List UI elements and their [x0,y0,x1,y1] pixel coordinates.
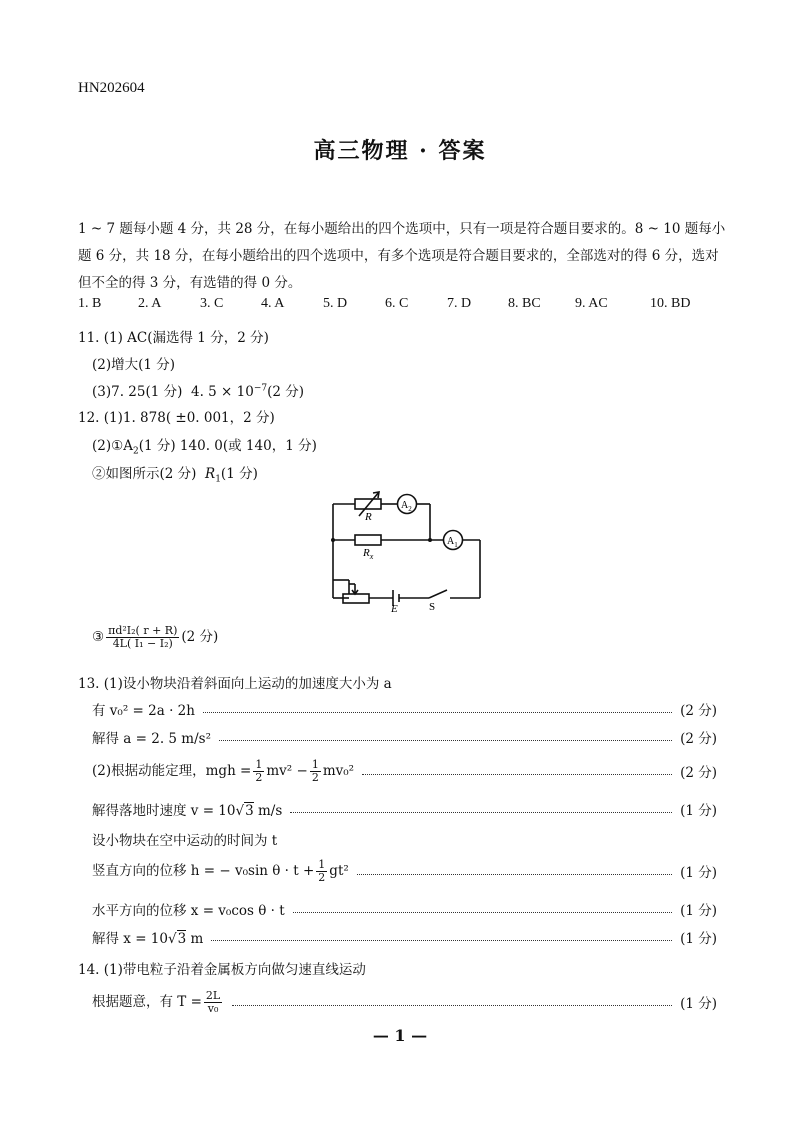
q12-part2-item2: ②如图所示(2 分) $R_1(1$ 分) [92,466,258,485]
q11-part2: (2)增大(1 分) [92,357,176,373]
q13-line7: 水平方向的位移 x = v₀cos θ · t (1 分) [92,903,717,919]
instructions-paragraph: 1 ~ 7 题每小题 4 分，共 28 分，在每小题给出的四个选项中，只有一项是符合题目要求的。8 ~ 10 题每小题 6 分，共 18 分，在每小题给出的四个选项中，有多个选项是符合题目要求的，全部选对的得 6 分，选对但不全的得 3 分，有选错的得 0 分。 [78,221,726,291]
answer-1: 1. B [78,296,102,311]
answer-8: 8. BC [508,296,541,311]
exam-code: HN202604 [78,80,145,96]
q12-part1: 12. (1)1. 878( ±0. 001，2 分) [78,410,275,426]
label-E: E [391,603,398,613]
label-A1: $A_1$ [447,536,458,549]
q14-line1: 根据题意，有 T = $\frac{2L}{\text{v₀}}$ (1 分) [92,988,717,1015]
q14-heading: 14. (1)带电粒子沿着金属板方向做匀速直线运动 [78,962,366,978]
q13-line8: 解得 x = 10√3 m (1 分) [92,931,717,947]
q12-part2: $(2)①A_2(1$ 分) 140. 0(或 140，1 分) [92,438,317,457]
answer-5: 5. D [323,296,348,311]
q11-part3: (3)7. 25(1 分) 4. $5 \times 10^{-7}(2$ 分) [92,383,305,400]
q13-line4: 解得落地时速度 v = 10√3 m/s (1 分) [92,803,717,819]
q13-line2: 解得 a = 2. 5 m/s² (2 分) [92,731,717,747]
label-A2: $A_2$ [401,500,412,513]
answer-4: 4. A [261,296,285,311]
answer-10: 10. BD [650,296,691,311]
q12-part2-item3: ③ $\frac{\text{πd²I₂( r + R)}}{\text{4L( I₁ − I₂)}}$ (2 分) [92,624,219,650]
circuit-diagram [325,488,490,613]
answer-7: 7. D [447,296,472,311]
answer-2: 2. A [138,296,162,311]
q13-line5: 设小物块在空中运动的时间为 t [92,833,278,849]
answer-3: 3. C [200,296,224,311]
q13-line1: 有 v₀² = 2a · 2h (2 分) [92,703,717,719]
page-number: — 1 — [372,1026,428,1045]
q13-line6: 竖直方向的位移 h = − v₀sin θ · t + $\frac{1}{2}$ gt² (1 分) [92,857,717,884]
answer-6: 6. C [385,296,409,311]
page-title: 高三物理 · 答案 [313,138,487,164]
answer-9: 9. AC [575,296,608,311]
label-S: S [429,601,436,613]
label-R: R [365,511,372,523]
label-Rx: $R_x$ [363,547,374,561]
q13-line3: (2)根据动能定理，mgh = $\frac{1}{2}$ mv² − $\frac{1}{2}$ mv₀² (2 分) [92,757,717,784]
q13-heading: 13. (1)设小物块沿着斜面向上运动的加速度大小为 a [78,676,392,692]
q11-part1: 11. (1) AC(漏选得 1 分，2 分) [78,330,269,346]
